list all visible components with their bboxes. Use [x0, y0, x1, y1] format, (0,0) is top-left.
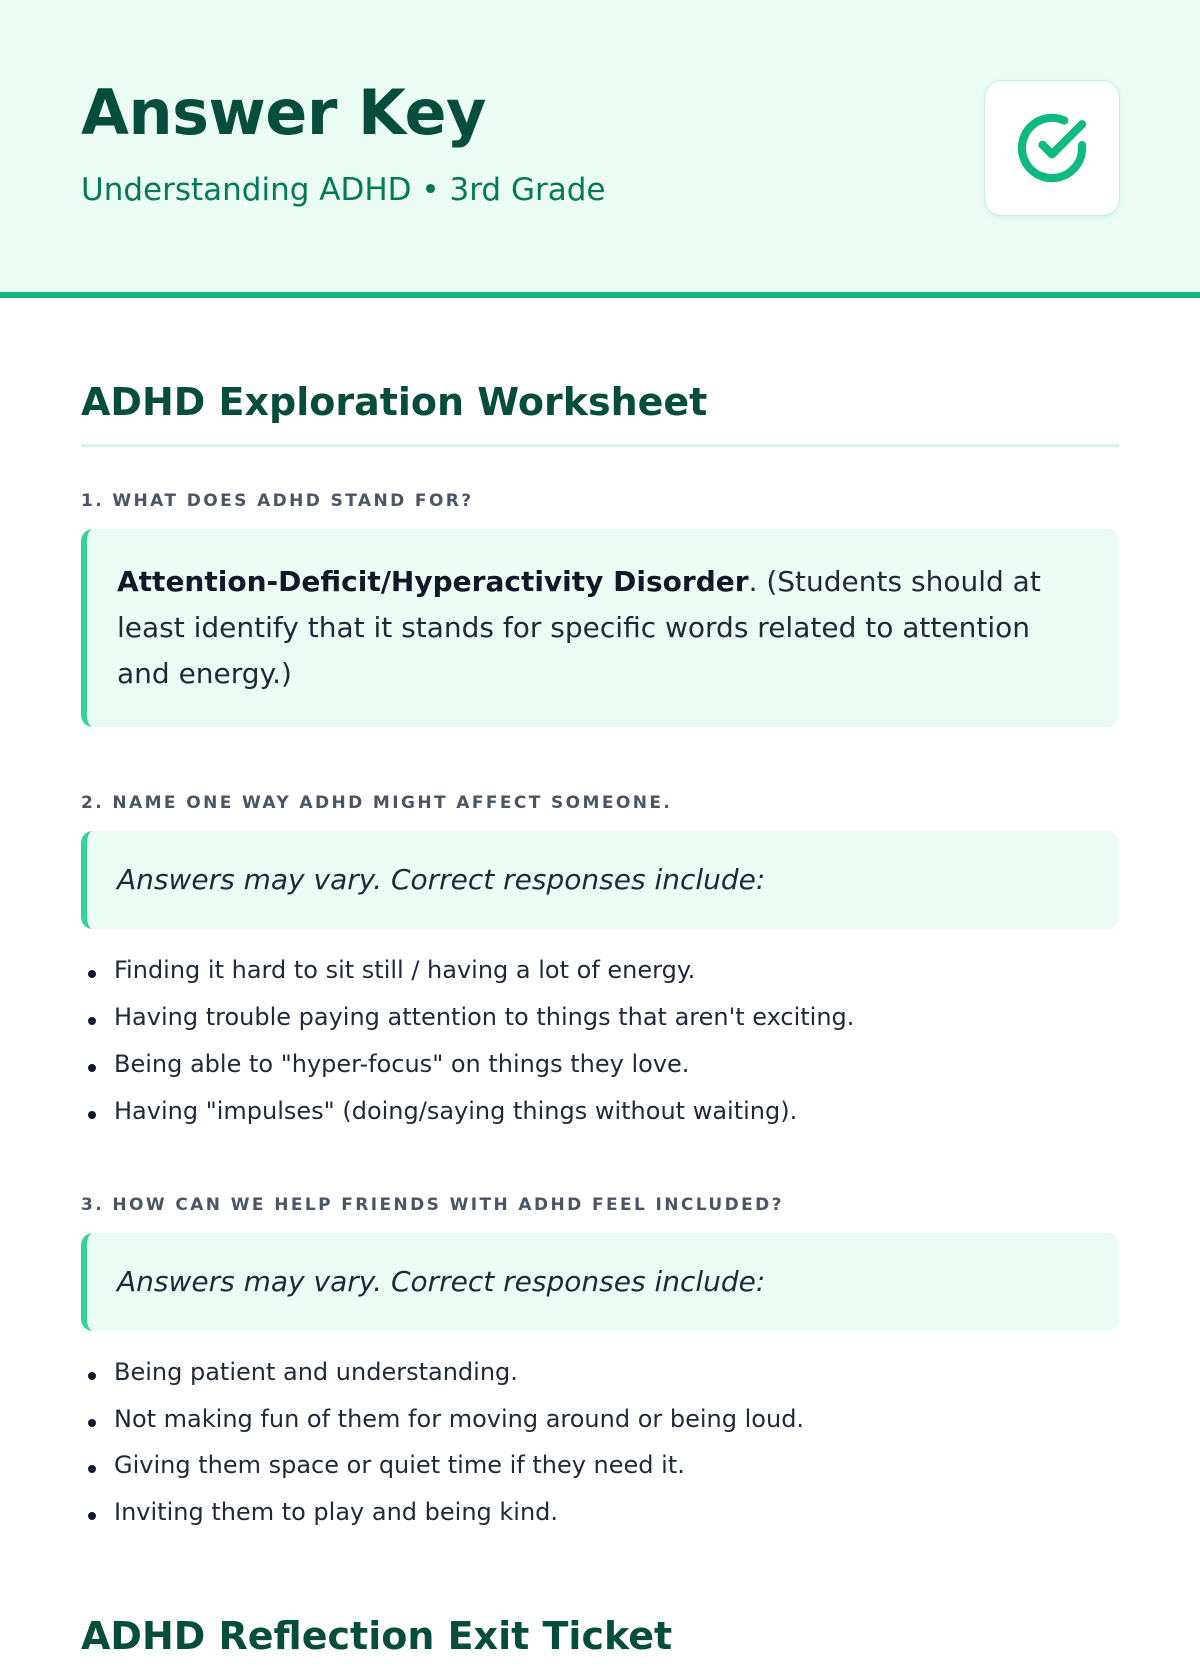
worksheet-content: [0, 380, 1200, 1678]
question-1-prompt: 1. WHAT DOES ADHD STAND FOR?: [81, 490, 474, 511]
exit-ticket-title: ADHD Reflection Exit Ticket: [81, 1613, 673, 1658]
worksheet-title: ADHD Exploration Worksheet: [81, 380, 1119, 447]
answer-key-header: [0, 0, 1200, 298]
list-item: Being patient and understanding.: [81, 1349, 1119, 1396]
question-2-prompt: 2. NAME ONE WAY ADHD MIGHT AFFECT SOMEONE.: [81, 793, 673, 814]
check-badge: [984, 80, 1120, 216]
list-item: Not making fun of them for moving around or being loud.: [81, 1396, 1119, 1443]
list-item: Finding it hard to sit still / having a lot of energy.: [81, 947, 1119, 994]
question-2-answer-note: Answers may vary. Correct responses include:: [81, 831, 1119, 929]
question-1-answer: [81, 529, 1119, 728]
check-circle-icon: [1014, 110, 1090, 186]
question-2-answer-list: [81, 947, 1119, 1134]
list-item: Having "impulses" (doing/saying things without waiting).: [81, 1088, 1119, 1135]
question-3-answer-list: [81, 1349, 1119, 1536]
list-item: Inviting them to play and being kind.: [81, 1489, 1119, 1536]
question-3-prompt: 3. HOW CAN WE HELP FRIENDS WITH ADHD FEEL INCLUDED?: [81, 1194, 784, 1215]
page-title: Answer Key: [81, 76, 486, 149]
question-1-answer-term: Attention-Deficit/Hyperactivity Disorder: [117, 564, 749, 598]
question-3-answer-note: Answers may vary. Correct responses include:: [81, 1233, 1119, 1331]
list-item: Giving them space or quiet time if they need it.: [81, 1442, 1119, 1489]
list-item: Having trouble paying attention to things that aren't exciting.: [81, 994, 1119, 1041]
page-subtitle: Understanding ADHD • 3rd Grade: [81, 172, 606, 208]
question-1-answer-note: . (Students should at least identify that it stands for specific words related to attention and energy.): [117, 564, 1041, 690]
list-item: Being able to "hyper-focus" on things they love.: [81, 1041, 1119, 1088]
